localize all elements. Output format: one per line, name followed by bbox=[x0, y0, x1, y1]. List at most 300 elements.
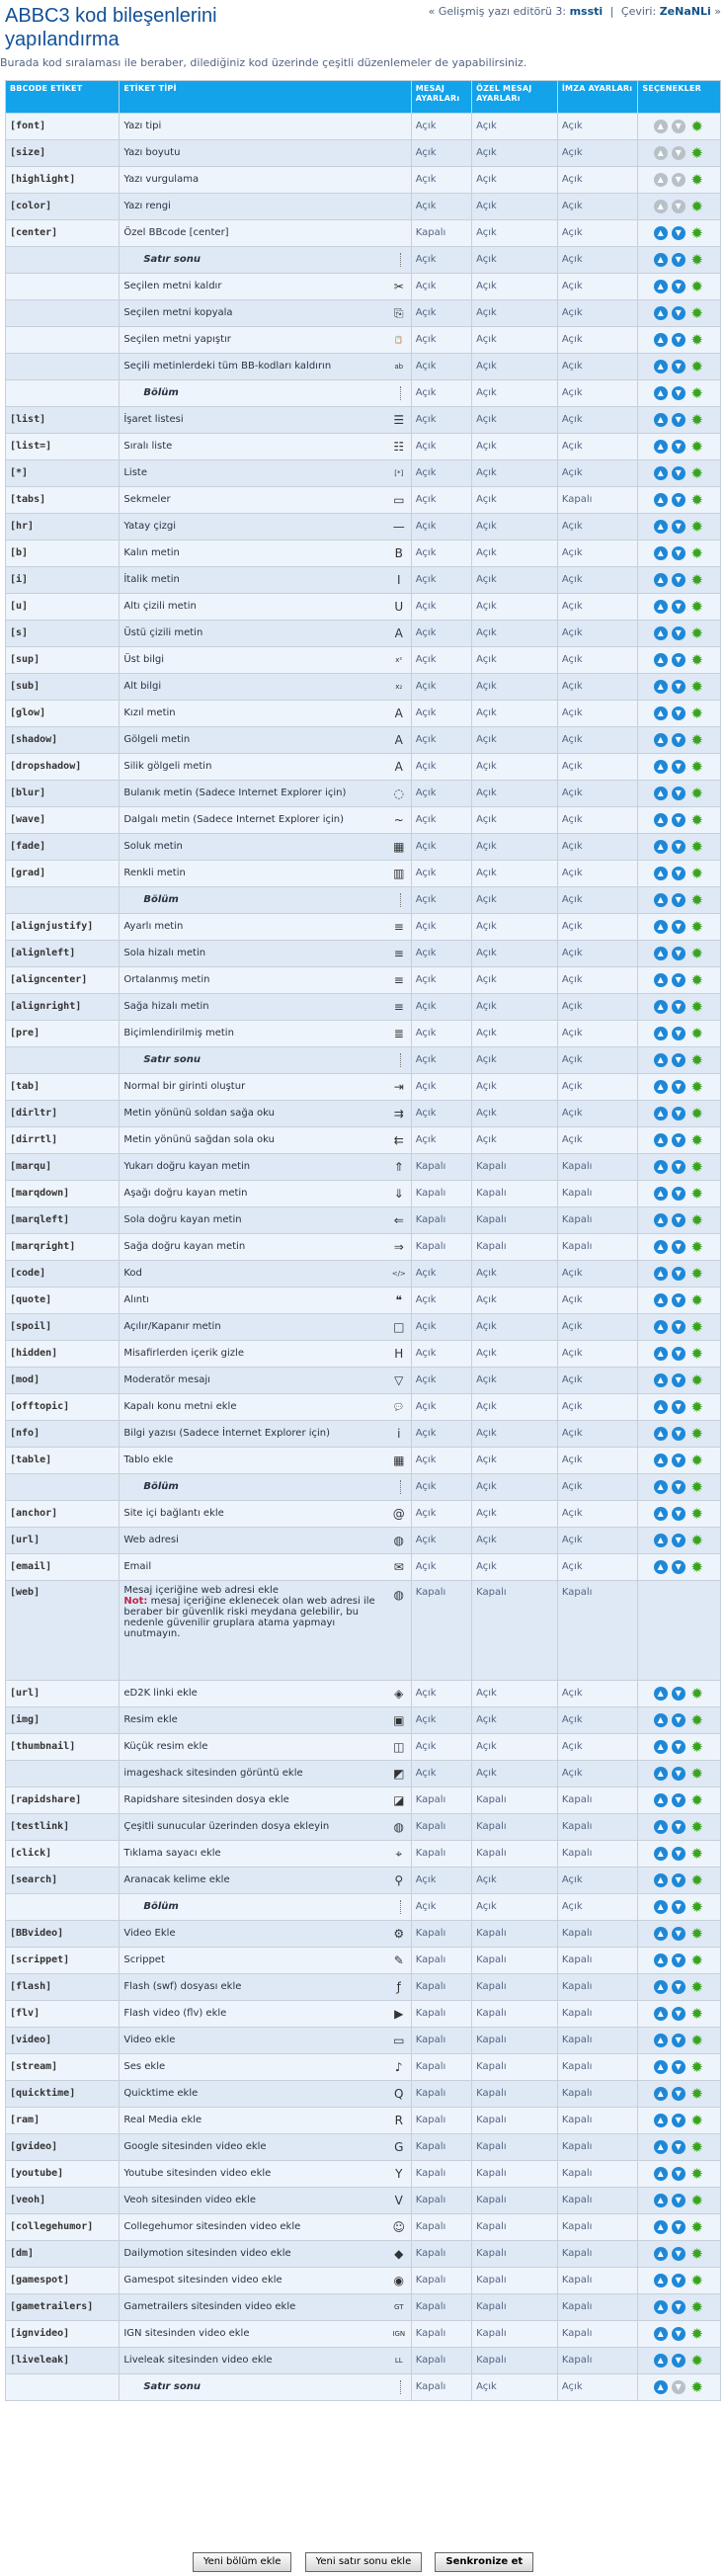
move-up-icon[interactable]: ▲ bbox=[654, 787, 668, 800]
edit-gear-icon[interactable]: ✹ bbox=[690, 1505, 703, 1523]
move-up-icon[interactable]: ▲ bbox=[654, 1534, 668, 1547]
move-down-icon[interactable]: ▼ bbox=[672, 493, 686, 507]
move-up-icon[interactable]: ▲ bbox=[654, 1240, 668, 1254]
edit-gear-icon[interactable]: ✹ bbox=[690, 1845, 703, 1863]
edit-gear-icon[interactable]: ✹ bbox=[690, 1131, 703, 1149]
move-up-icon[interactable]: ▲ bbox=[654, 440, 668, 454]
move-down-icon: ▼ bbox=[672, 173, 686, 187]
edit-gear-icon[interactable]: ✹ bbox=[690, 811, 703, 829]
move-up-icon[interactable]: ▲ bbox=[654, 1400, 668, 1414]
status-sig: Açık bbox=[558, 807, 637, 833]
move-up-icon[interactable]: ▲ bbox=[654, 226, 668, 240]
move-down-icon[interactable]: ▼ bbox=[672, 1900, 686, 1914]
move-up-icon[interactable]: ▲ bbox=[654, 626, 668, 640]
edit-gear-icon[interactable]: ✹ bbox=[690, 1051, 703, 1069]
move-down-icon[interactable]: ▼ bbox=[672, 1534, 686, 1547]
move-up-icon[interactable]: ▲ bbox=[654, 280, 668, 293]
bbcode-tag: [search] bbox=[6, 1868, 119, 1893]
bbcode-button-icon: Q bbox=[394, 2087, 404, 2101]
move-down-icon[interactable]: ▼ bbox=[672, 973, 686, 987]
move-up-icon[interactable]: ▲ bbox=[654, 1847, 668, 1861]
status-pm: Açık bbox=[472, 194, 557, 219]
move-down-icon[interactable]: ▼ bbox=[672, 867, 686, 880]
move-down-icon[interactable]: ▼ bbox=[672, 1133, 686, 1147]
move-up-icon[interactable]: ▲ bbox=[654, 1373, 668, 1387]
edit-gear-icon[interactable]: ✹ bbox=[690, 731, 703, 749]
status-msg: Kapalı bbox=[412, 2268, 471, 2293]
edit-gear-icon[interactable]: ✹ bbox=[690, 1185, 703, 1203]
move-up-icon[interactable]: ▲ bbox=[654, 493, 668, 507]
move-down-icon[interactable]: ▼ bbox=[672, 1000, 686, 1014]
edit-gear-icon[interactable]: ✹ bbox=[690, 678, 703, 696]
move-down-icon[interactable]: ▼ bbox=[672, 2194, 686, 2207]
edit-gear-icon[interactable]: ✹ bbox=[690, 865, 703, 882]
move-up-icon[interactable]: ▲ bbox=[654, 733, 668, 747]
move-up-icon[interactable]: ▲ bbox=[654, 546, 668, 560]
edit-gear-icon[interactable]: ✹ bbox=[690, 491, 703, 509]
status-msg: Açık bbox=[412, 327, 471, 353]
status-pm: Açık bbox=[472, 941, 557, 966]
move-up-icon[interactable]: ▲ bbox=[654, 1873, 668, 1887]
status-msg: Kapalı bbox=[412, 1948, 471, 1973]
move-down-icon[interactable]: ▼ bbox=[672, 893, 686, 907]
move-down-icon[interactable]: ▼ bbox=[672, 2220, 686, 2234]
move-down-icon[interactable]: ▼ bbox=[672, 1187, 686, 1201]
edit-gear-icon[interactable]: ✹ bbox=[690, 1898, 703, 1916]
move-down-icon[interactable]: ▼ bbox=[672, 2140, 686, 2154]
add-linebreak-button[interactable]: Yeni satır sonu ekle bbox=[305, 2552, 423, 2572]
edit-gear-icon[interactable]: ✹ bbox=[690, 705, 703, 722]
move-down-icon[interactable]: ▼ bbox=[672, 1267, 686, 1281]
move-up-icon[interactable]: ▲ bbox=[654, 1900, 668, 1914]
edit-gear-icon[interactable]: ✹ bbox=[690, 2352, 703, 2369]
move-down-icon[interactable]: ▼ bbox=[672, 680, 686, 694]
move-up-icon[interactable]: ▲ bbox=[654, 813, 668, 827]
move-up-icon[interactable]: ▲ bbox=[654, 706, 668, 720]
move-down-icon[interactable]: ▼ bbox=[672, 1427, 686, 1441]
edit-gear-icon[interactable]: ✹ bbox=[690, 1238, 703, 1256]
edit-gear-icon[interactable]: ✹ bbox=[690, 598, 703, 616]
edit-gear-icon[interactable]: ✹ bbox=[690, 438, 703, 456]
move-up-icon[interactable]: ▲ bbox=[654, 1953, 668, 1967]
edit-gear-icon[interactable]: ✹ bbox=[690, 758, 703, 776]
edit-gear-icon[interactable]: ✹ bbox=[690, 2112, 703, 2129]
edit-gear-icon[interactable]: ✹ bbox=[690, 2192, 703, 2209]
move-up-icon[interactable]: ▲ bbox=[654, 306, 668, 320]
edit-gear-icon[interactable]: ✹ bbox=[690, 1765, 703, 1783]
edit-gear-icon[interactable]: ✹ bbox=[690, 1871, 703, 1889]
edit-gear-icon[interactable]: ✹ bbox=[690, 2165, 703, 2183]
move-down-icon[interactable]: ▼ bbox=[672, 1953, 686, 1967]
edit-gear-icon[interactable]: ✹ bbox=[690, 651, 703, 669]
edit-gear-icon[interactable]: ✹ bbox=[690, 1978, 703, 1996]
move-down-icon[interactable]: ▼ bbox=[672, 600, 686, 614]
move-down-icon[interactable]: ▼ bbox=[672, 280, 686, 293]
move-down-icon[interactable]: ▼ bbox=[672, 573, 686, 587]
move-down-icon[interactable]: ▼ bbox=[672, 947, 686, 960]
row-options bbox=[638, 647, 720, 673]
bbcode-button-icon: ◍ bbox=[393, 1588, 404, 1602]
edit-gear-icon[interactable]: ✹ bbox=[690, 624, 703, 642]
move-down-icon[interactable]: ▼ bbox=[672, 1820, 686, 1834]
edit-gear-icon[interactable]: ✹ bbox=[690, 1105, 703, 1122]
status-sig: Açık bbox=[558, 1734, 637, 1760]
row-options bbox=[638, 914, 720, 940]
edit-gear-icon[interactable]: ✹ bbox=[690, 518, 703, 536]
move-down-icon[interactable]: ▼ bbox=[672, 1107, 686, 1121]
edit-gear-icon[interactable]: ✹ bbox=[690, 1685, 703, 1703]
table-row bbox=[6, 1761, 720, 1787]
move-down-icon[interactable]: ▼ bbox=[672, 1400, 686, 1414]
move-down-icon[interactable]: ▼ bbox=[672, 1053, 686, 1067]
edit-gear-icon[interactable]: ✹ bbox=[690, 118, 703, 135]
move-up-icon[interactable]: ▲ bbox=[654, 1767, 668, 1781]
table-row bbox=[6, 2108, 720, 2133]
move-down-icon[interactable]: ▼ bbox=[672, 1507, 686, 1521]
move-up-icon[interactable]: ▲ bbox=[654, 1740, 668, 1754]
move-up-icon[interactable]: ▲ bbox=[654, 840, 668, 854]
move-up-icon[interactable]: ▲ bbox=[654, 1187, 668, 1201]
edit-gear-icon[interactable]: ✹ bbox=[690, 464, 703, 482]
move-up-icon[interactable]: ▲ bbox=[654, 947, 668, 960]
add-section-button[interactable]: Yeni bölüm ekle bbox=[193, 2552, 292, 2572]
move-down-icon[interactable]: ▼ bbox=[672, 1927, 686, 1941]
edit-gear-icon[interactable]: ✹ bbox=[690, 891, 703, 909]
move-down-icon[interactable]: ▼ bbox=[672, 1320, 686, 1334]
edit-gear-icon[interactable]: ✹ bbox=[690, 2032, 703, 2049]
edit-gear-icon[interactable]: ✹ bbox=[690, 971, 703, 989]
move-up-icon[interactable]: ▲ bbox=[654, 920, 668, 934]
edit-gear-icon[interactable]: ✹ bbox=[690, 918, 703, 936]
move-up-icon[interactable]: ▲ bbox=[654, 1000, 668, 1014]
move-up-icon[interactable]: ▲ bbox=[654, 413, 668, 427]
move-up-icon[interactable]: ▲ bbox=[654, 973, 668, 987]
move-down-icon[interactable]: ▼ bbox=[672, 1160, 686, 1174]
move-up-icon[interactable]: ▲ bbox=[654, 1347, 668, 1361]
move-down-icon[interactable]: ▼ bbox=[672, 1847, 686, 1861]
edit-gear-icon[interactable]: ✹ bbox=[690, 1818, 703, 1836]
status-msg: Açık bbox=[412, 1474, 471, 1500]
move-down-icon[interactable]: ▼ bbox=[672, 253, 686, 267]
edit-gear-icon[interactable]: ✹ bbox=[690, 1265, 703, 1283]
move-down-icon[interactable]: ▼ bbox=[672, 413, 686, 427]
move-down-icon[interactable]: ▼ bbox=[672, 1347, 686, 1361]
move-down-icon[interactable]: ▼ bbox=[672, 787, 686, 800]
move-up-icon[interactable]: ▲ bbox=[654, 653, 668, 667]
status-msg: Açık bbox=[412, 621, 471, 646]
edit-gear-icon[interactable]: ✹ bbox=[690, 384, 703, 402]
move-up-icon[interactable]: ▲ bbox=[654, 1687, 668, 1701]
author-link[interactable]: mssti bbox=[569, 5, 604, 18]
edit-gear-icon[interactable]: ✹ bbox=[690, 278, 703, 295]
edit-gear-icon[interactable]: ✹ bbox=[690, 224, 703, 242]
move-up-icon[interactable]: ▲ bbox=[654, 253, 668, 267]
move-up-icon[interactable]: ▲ bbox=[654, 1980, 668, 1994]
move-up-icon[interactable]: ▲ bbox=[654, 1107, 668, 1121]
description-text: Sıralı liste bbox=[123, 441, 173, 452]
edit-gear-icon[interactable]: ✹ bbox=[690, 144, 703, 162]
description-text: eD2K linki ekle bbox=[123, 1688, 198, 1699]
move-down-icon[interactable]: ▼ bbox=[672, 2354, 686, 2368]
move-down-icon[interactable]: ▼ bbox=[672, 1740, 686, 1754]
move-up-icon[interactable]: ▲ bbox=[654, 1480, 668, 1494]
move-down-icon[interactable]: ▼ bbox=[672, 920, 686, 934]
move-down-icon: ▼ bbox=[672, 2380, 686, 2394]
description-text: Gametrailers sitesinden video ekle bbox=[123, 2301, 296, 2312]
move-up-icon[interactable]: ▲ bbox=[654, 2007, 668, 2021]
move-down-icon[interactable]: ▼ bbox=[672, 1454, 686, 1467]
move-down-icon[interactable]: ▼ bbox=[672, 2087, 686, 2101]
move-down-icon[interactable]: ▼ bbox=[672, 760, 686, 774]
status-pm: Açık bbox=[472, 487, 557, 513]
bbcode-description bbox=[120, 1734, 410, 1760]
edit-gear-icon[interactable]: ✹ bbox=[690, 1952, 703, 1969]
edit-gear-icon[interactable]: ✹ bbox=[690, 1025, 703, 1042]
table-row bbox=[6, 994, 720, 1020]
move-up-icon[interactable]: ▲ bbox=[654, 2300, 668, 2314]
bbcode-description bbox=[120, 1501, 410, 1527]
move-up-icon[interactable]: ▲ bbox=[654, 2354, 668, 2368]
move-up-icon[interactable]: ▲ bbox=[654, 1080, 668, 1094]
edit-gear-icon[interactable]: ✹ bbox=[690, 2005, 703, 2023]
move-down-icon[interactable]: ▼ bbox=[672, 1373, 686, 1387]
edit-gear-icon[interactable]: ✹ bbox=[690, 2138, 703, 2156]
move-down-icon[interactable]: ▼ bbox=[672, 813, 686, 827]
move-down-icon[interactable]: ▼ bbox=[672, 1213, 686, 1227]
row-options bbox=[638, 274, 720, 299]
move-down-icon[interactable]: ▼ bbox=[672, 626, 686, 640]
row-options bbox=[638, 1948, 720, 1973]
description-text: Seçili metinlerdeki tüm BB-kodları kaldırın bbox=[123, 361, 332, 372]
edit-gear-icon[interactable]: ✹ bbox=[690, 1532, 703, 1549]
move-down-icon[interactable]: ▼ bbox=[672, 386, 686, 400]
move-up-icon[interactable]: ▲ bbox=[654, 1560, 668, 1574]
status-sig: Açık bbox=[558, 567, 637, 593]
edit-gear-icon[interactable]: ✹ bbox=[690, 945, 703, 962]
bbcode-description bbox=[120, 1021, 410, 1046]
move-up-icon[interactable]: ▲ bbox=[654, 1713, 668, 1727]
edit-gear-icon[interactable]: ✹ bbox=[690, 1211, 703, 1229]
edit-gear-icon[interactable]: ✹ bbox=[690, 2085, 703, 2103]
status-sig: Kapalı bbox=[558, 1207, 637, 1233]
move-down-icon[interactable]: ▼ bbox=[672, 546, 686, 560]
move-up-icon[interactable]: ▲ bbox=[654, 386, 668, 400]
move-up-icon[interactable]: ▲ bbox=[654, 1133, 668, 1147]
move-up-icon[interactable]: ▲ bbox=[654, 2327, 668, 2341]
edit-gear-icon[interactable]: ✹ bbox=[690, 1158, 703, 1176]
edit-gear-icon[interactable]: ✹ bbox=[690, 2378, 703, 2396]
bbcode-description bbox=[120, 1448, 410, 1473]
edit-gear-icon[interactable]: ✹ bbox=[690, 2245, 703, 2263]
move-down-icon[interactable]: ▼ bbox=[672, 1560, 686, 1574]
table-row bbox=[6, 887, 720, 913]
status-pm: Açık bbox=[472, 807, 557, 833]
table-row bbox=[6, 1288, 720, 1313]
move-up-icon[interactable]: ▲ bbox=[654, 2380, 668, 2394]
edit-gear-icon[interactable]: ✹ bbox=[690, 251, 703, 269]
move-up-icon[interactable]: ▲ bbox=[654, 466, 668, 480]
move-down-icon[interactable]: ▼ bbox=[672, 1027, 686, 1040]
move-down-icon[interactable]: ▼ bbox=[672, 1293, 686, 1307]
move-up-icon[interactable]: ▲ bbox=[654, 2194, 668, 2207]
edit-gear-icon[interactable]: ✹ bbox=[690, 1478, 703, 1496]
move-down-icon[interactable]: ▼ bbox=[672, 1793, 686, 1807]
move-up-icon[interactable]: ▲ bbox=[654, 1160, 668, 1174]
move-down-icon[interactable]: ▼ bbox=[672, 2274, 686, 2287]
status-sig: Kapalı bbox=[558, 1974, 637, 2000]
status-sig: Kapalı bbox=[558, 1181, 637, 1206]
move-down-icon[interactable]: ▼ bbox=[672, 653, 686, 667]
move-up-icon[interactable]: ▲ bbox=[654, 2060, 668, 2074]
move-down-icon[interactable]: ▼ bbox=[672, 706, 686, 720]
move-down-icon[interactable]: ▼ bbox=[672, 840, 686, 854]
move-up-icon[interactable]: ▲ bbox=[654, 600, 668, 614]
move-down-icon[interactable]: ▼ bbox=[672, 1240, 686, 1254]
move-down-icon[interactable]: ▼ bbox=[672, 1713, 686, 1727]
move-up-icon[interactable]: ▲ bbox=[654, 1213, 668, 1227]
move-up-icon[interactable]: ▲ bbox=[654, 1267, 668, 1281]
move-down-icon[interactable]: ▼ bbox=[672, 2060, 686, 2074]
move-down-icon[interactable]: ▼ bbox=[672, 2167, 686, 2181]
move-up-icon[interactable]: ▲ bbox=[654, 2114, 668, 2127]
row-options bbox=[638, 1554, 720, 1580]
edit-gear-icon[interactable]: ✹ bbox=[690, 1452, 703, 1469]
bbcode-description bbox=[120, 861, 410, 886]
move-up-icon[interactable]: ▲ bbox=[654, 680, 668, 694]
edit-gear-icon[interactable]: ✹ bbox=[690, 1425, 703, 1443]
move-up-icon[interactable]: ▲ bbox=[654, 1454, 668, 1467]
edit-gear-icon[interactable]: ✹ bbox=[690, 1925, 703, 1943]
move-up-icon[interactable]: ▲ bbox=[654, 2087, 668, 2101]
move-up-icon[interactable]: ▲ bbox=[654, 1293, 668, 1307]
bbcode-tag bbox=[6, 380, 119, 406]
description-text: Kapalı konu metni ekle bbox=[123, 1401, 237, 1412]
edit-gear-icon[interactable]: ✹ bbox=[690, 1791, 703, 1809]
move-down-icon[interactable]: ▼ bbox=[672, 2247, 686, 2261]
move-up-icon[interactable]: ▲ bbox=[654, 2034, 668, 2047]
edit-gear-icon[interactable]: ✹ bbox=[690, 2325, 703, 2343]
edit-gear-icon[interactable]: ✹ bbox=[690, 1738, 703, 1756]
edit-gear-icon[interactable]: ✹ bbox=[690, 358, 703, 375]
row-options bbox=[638, 1368, 720, 1393]
edit-gear-icon[interactable]: ✹ bbox=[690, 544, 703, 562]
status-msg: Kapalı bbox=[412, 1154, 471, 1180]
move-up-icon[interactable]: ▲ bbox=[654, 520, 668, 534]
edit-gear-icon[interactable]: ✹ bbox=[690, 331, 703, 349]
move-down-icon[interactable]: ▼ bbox=[672, 1873, 686, 1887]
edit-gear-icon[interactable]: ✹ bbox=[690, 1558, 703, 1576]
move-down-icon[interactable]: ▼ bbox=[672, 1080, 686, 1094]
credits-suffix: » bbox=[714, 5, 721, 18]
move-up-icon[interactable]: ▲ bbox=[654, 1927, 668, 1941]
edit-gear-icon[interactable]: ✹ bbox=[690, 171, 703, 189]
edit-gear-icon[interactable]: ✹ bbox=[690, 785, 703, 802]
move-up-icon[interactable]: ▲ bbox=[654, 893, 668, 907]
description-text: Tıklama sayacı ekle bbox=[123, 1848, 221, 1859]
move-down-icon[interactable]: ▼ bbox=[672, 333, 686, 347]
move-down-icon[interactable]: ▼ bbox=[672, 2300, 686, 2314]
move-up-icon[interactable]: ▲ bbox=[654, 1320, 668, 1334]
edit-gear-icon[interactable]: ✹ bbox=[690, 2218, 703, 2236]
edit-gear-icon[interactable]: ✹ bbox=[690, 1371, 703, 1389]
row-options bbox=[638, 1047, 720, 1073]
move-up-icon[interactable]: ▲ bbox=[654, 2220, 668, 2234]
bbcode-description bbox=[120, 674, 410, 700]
bbcode-button-icon: ▦ bbox=[393, 1454, 405, 1467]
move-down-icon[interactable]: ▼ bbox=[672, 2327, 686, 2341]
edit-gear-icon[interactable]: ✹ bbox=[690, 304, 703, 322]
edit-gear-icon[interactable]: ✹ bbox=[690, 571, 703, 589]
translator-link[interactable]: ZeNaNLi bbox=[659, 5, 711, 18]
move-up-icon[interactable]: ▲ bbox=[654, 2140, 668, 2154]
bbcode-description bbox=[120, 1368, 410, 1393]
move-up-icon[interactable]: ▲ bbox=[654, 1027, 668, 1040]
move-down-icon[interactable]: ▼ bbox=[672, 1687, 686, 1701]
status-msg: Açık bbox=[412, 1101, 471, 1126]
move-down-icon[interactable]: ▼ bbox=[672, 1480, 686, 1494]
move-up-icon[interactable]: ▲ bbox=[654, 1820, 668, 1834]
divider-label: Satır sonu bbox=[143, 2381, 201, 2392]
edit-gear-icon[interactable]: ✹ bbox=[690, 1318, 703, 1336]
move-up-icon[interactable]: ▲ bbox=[654, 1053, 668, 1067]
row-options bbox=[638, 807, 720, 833]
move-down-icon[interactable]: ▼ bbox=[672, 466, 686, 480]
description-text: Collegehumor sitesinden video ekle bbox=[123, 2221, 301, 2232]
move-up-icon[interactable]: ▲ bbox=[654, 333, 668, 347]
move-down-icon[interactable]: ▼ bbox=[672, 360, 686, 374]
move-up-icon[interactable]: ▲ bbox=[654, 2247, 668, 2261]
edit-gear-icon[interactable]: ✹ bbox=[690, 2272, 703, 2289]
edit-gear-icon[interactable]: ✹ bbox=[690, 1345, 703, 1363]
status-pm: Kapalı bbox=[472, 2321, 557, 2347]
move-down-icon[interactable]: ▼ bbox=[672, 226, 686, 240]
move-down-icon[interactable]: ▼ bbox=[672, 733, 686, 747]
move-down-icon[interactable]: ▼ bbox=[672, 2114, 686, 2127]
edit-gear-icon[interactable]: ✹ bbox=[690, 2298, 703, 2316]
move-up-icon[interactable]: ▲ bbox=[654, 360, 668, 374]
edit-gear-icon[interactable]: ✹ bbox=[690, 998, 703, 1016]
move-down-icon[interactable]: ▼ bbox=[672, 306, 686, 320]
move-down-icon[interactable]: ▼ bbox=[672, 2034, 686, 2047]
edit-gear-icon[interactable]: ✹ bbox=[690, 2058, 703, 2076]
edit-gear-icon[interactable]: ✹ bbox=[690, 1291, 703, 1309]
edit-gear-icon[interactable]: ✹ bbox=[690, 198, 703, 215]
move-up-icon[interactable]: ▲ bbox=[654, 867, 668, 880]
move-up-icon[interactable]: ▲ bbox=[654, 2167, 668, 2181]
move-up-icon[interactable]: ▲ bbox=[654, 1507, 668, 1521]
move-up-icon[interactable]: ▲ bbox=[654, 1427, 668, 1441]
move-up-icon[interactable]: ▲ bbox=[654, 1793, 668, 1807]
move-down-icon[interactable]: ▼ bbox=[672, 440, 686, 454]
sync-button[interactable]: Senkronize et bbox=[435, 2552, 533, 2572]
move-up-icon[interactable]: ▲ bbox=[654, 573, 668, 587]
table-row bbox=[6, 1127, 720, 1153]
edit-gear-icon[interactable]: ✹ bbox=[690, 411, 703, 429]
edit-gear-icon[interactable]: ✹ bbox=[690, 1711, 703, 1729]
move-down-icon[interactable]: ▼ bbox=[672, 1767, 686, 1781]
move-down-icon[interactable]: ▼ bbox=[672, 520, 686, 534]
edit-gear-icon[interactable]: ✹ bbox=[690, 1078, 703, 1096]
move-up-icon[interactable]: ▲ bbox=[654, 760, 668, 774]
bbcode-tag: [color] bbox=[6, 194, 119, 219]
move-down-icon[interactable]: ▼ bbox=[672, 1980, 686, 1994]
edit-gear-icon[interactable]: ✹ bbox=[690, 838, 703, 856]
status-msg: Açık bbox=[412, 407, 471, 433]
edit-gear-icon[interactable]: ✹ bbox=[690, 1398, 703, 1416]
table-row bbox=[6, 514, 720, 540]
move-up-icon[interactable]: ▲ bbox=[654, 2274, 668, 2287]
move-down-icon[interactable]: ▼ bbox=[672, 2007, 686, 2021]
